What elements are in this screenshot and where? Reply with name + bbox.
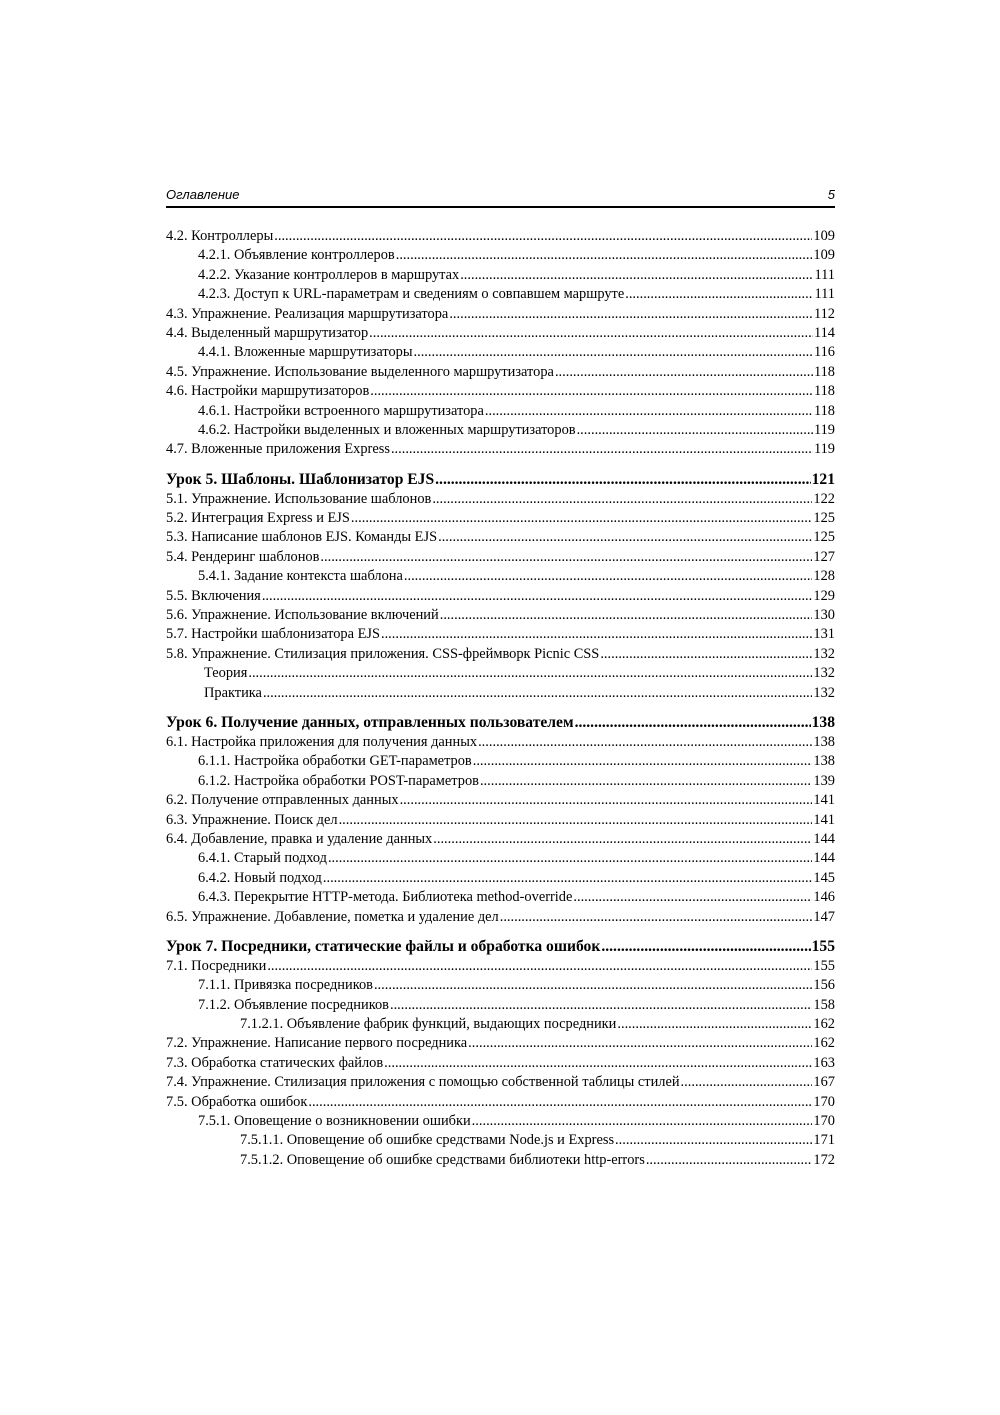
dot-leader: [575, 713, 811, 733]
toc-entry-label: 4.2.1. Объявление контроллеров: [198, 247, 395, 264]
toc-entry-label: 5.2. Интеграция Express и EJS: [166, 510, 350, 527]
dot-leader: [267, 957, 812, 976]
toc-entry[interactable]: [166, 752, 835, 771]
dot-leader: [681, 1073, 813, 1092]
dot-leader: [438, 528, 812, 547]
toc-entry-page: 128: [813, 568, 835, 585]
toc-entry-label: 4.2.3. Доступ к URL-параметрам и сведениям о совпавшем маршруте: [198, 286, 625, 303]
toc-entry-page: 162: [813, 1016, 835, 1033]
toc-entry-label: 6.5. Упражнение. Добавление, пометка и удаление дел: [166, 908, 499, 925]
toc-entry-label: 4.4. Выделенный маршрутизатор: [166, 324, 369, 341]
toc-entry-label: 4.2. Контроллеры: [166, 228, 274, 244]
toc-chapter-entry[interactable]: [166, 713, 835, 733]
toc-entry[interactable]: [166, 830, 835, 849]
toc-entry-label: 7.4. Упражнение. Стилизация приложения с помощью собственной таблицы стилей: [166, 1074, 680, 1091]
toc-entry-page: 138: [813, 753, 835, 770]
toc-entry-label: 4.6.2. Настройки выделенных и вложенных маршрутизаторов: [198, 421, 576, 438]
toc-entry[interactable]: [166, 382, 835, 401]
toc-entry[interactable]: [166, 363, 835, 382]
toc-entry-label: 5.1. Упражнение. Использование шаблонов: [166, 490, 432, 507]
toc-entry[interactable]: [166, 1015, 835, 1034]
toc-entry[interactable]: [166, 733, 835, 752]
toc-entry-page: 162: [813, 1035, 835, 1052]
toc-entry-page: 158: [813, 996, 835, 1013]
toc-entry[interactable]: [166, 664, 835, 683]
toc-entry-page: 156: [813, 977, 835, 994]
dot-leader: [615, 1131, 812, 1150]
dot-leader: [308, 1093, 812, 1112]
toc-entry-page: 132: [813, 645, 835, 662]
toc-entry[interactable]: [166, 528, 835, 547]
dot-leader: [472, 1112, 813, 1131]
dot-leader: [646, 1151, 813, 1170]
toc-entry-page: 121: [811, 470, 835, 488]
toc-entry-page: 167: [813, 1074, 835, 1091]
toc-entry[interactable]: [166, 1131, 835, 1150]
toc-entry-page: 129: [813, 587, 835, 604]
toc-entry-page: 144: [813, 830, 835, 847]
toc-entry-page: 163: [813, 1054, 835, 1071]
toc-entry[interactable]: [166, 266, 835, 285]
toc-entry[interactable]: [166, 509, 835, 528]
toc-entry-label: 7.1.2.1. Объявление фабрик функций, выдающих посредники: [240, 1016, 617, 1033]
dot-leader: [435, 470, 810, 490]
toc-entry-page: 155: [811, 937, 835, 955]
toc-entry-page: 122: [813, 490, 835, 507]
dot-leader: [328, 849, 812, 868]
dot-leader: [478, 733, 812, 752]
dot-leader: [339, 811, 813, 830]
dot-leader: [390, 996, 812, 1015]
toc-entry-label: 5.7. Настройки шаблонизатора EJS: [166, 626, 380, 643]
toc-entry[interactable]: [166, 957, 835, 976]
toc-entry-page: 125: [813, 510, 835, 527]
dot-leader: [248, 664, 812, 683]
toc-entry[interactable]: [166, 343, 835, 362]
toc-entry-label: 4.6. Настройки маршрутизаторов: [166, 383, 370, 400]
dot-leader: [404, 567, 813, 586]
toc-entry-page: 138: [813, 733, 835, 750]
toc-entry[interactable]: [166, 1151, 835, 1170]
toc-entry-page: 111: [814, 286, 835, 303]
dot-leader: [460, 266, 813, 285]
toc-entry-page: 132: [813, 684, 835, 701]
toc-chapter-entry[interactable]: [166, 470, 835, 490]
toc-entry-label: 7.3. Обработка статических файлов: [166, 1054, 384, 1071]
toc-entry-label: 6.4.1. Старый подход: [198, 850, 327, 867]
dot-leader: [432, 490, 812, 509]
toc-entry-label: 4.2.2. Указание контроллеров в маршрутах: [198, 266, 460, 283]
toc-entry-page: 131: [813, 626, 835, 643]
toc-entry-page: 125: [813, 529, 835, 546]
dot-leader: [485, 402, 813, 421]
header-page-number: 5: [827, 187, 835, 202]
toc-entry-page: 130: [813, 607, 835, 624]
dot-leader: [449, 305, 813, 324]
dot-leader: [351, 509, 812, 528]
toc-entry-page: 172: [813, 1151, 835, 1168]
toc-entry-label: Урок 6. Получение данных, отправленных пользователем: [166, 713, 574, 731]
toc-entry[interactable]: [166, 421, 835, 440]
toc-entry-label: 5.6. Упражнение. Использование включений: [166, 607, 439, 624]
toc-entry-page: 171: [813, 1132, 835, 1149]
toc-entry-label: 4.5. Упражнение. Использование выделенного маршрутизатора: [166, 363, 554, 380]
toc-entry-page: 109: [813, 247, 835, 264]
toc-entry-page: 170: [813, 1113, 835, 1130]
dot-leader: [381, 625, 812, 644]
toc-entry[interactable]: [166, 1073, 835, 1092]
toc-entry-label: 4.7. Вложенные приложения Express: [166, 441, 390, 458]
running-header: [166, 186, 835, 208]
toc-entry[interactable]: [166, 1034, 835, 1053]
toc-entry-label: 6.3. Упражнение. Поиск дел: [166, 811, 338, 828]
dot-leader: [400, 791, 813, 810]
toc-entry[interactable]: [166, 548, 835, 567]
toc-entry-page: 116: [813, 344, 835, 361]
toc-entry-page: 119: [813, 441, 835, 458]
toc-entry-label: 7.1. Посредники: [166, 957, 267, 974]
toc-entry[interactable]: [166, 684, 835, 703]
toc-entry-label: 7.5.1.1. Оповещение об ошибке средствами Node.js и Express: [240, 1132, 615, 1149]
dot-leader: [500, 908, 813, 927]
toc-entry[interactable]: [166, 606, 835, 625]
toc-entry-page: 144: [813, 850, 835, 867]
dot-leader: [577, 421, 813, 440]
toc-entry-page: 118: [813, 363, 835, 380]
toc-entry-page: 119: [813, 421, 835, 438]
dot-leader: [468, 1034, 812, 1053]
toc-entry[interactable]: [166, 324, 835, 343]
toc-entry[interactable]: [166, 888, 835, 907]
toc-entry[interactable]: [166, 246, 835, 265]
dot-leader: [370, 382, 813, 401]
toc-entry-label: 7.1.2. Объявление посредников: [198, 996, 389, 1013]
dot-leader: [369, 324, 813, 343]
table-of-contents: [166, 227, 835, 1170]
dot-leader: [374, 976, 812, 995]
dot-leader: [440, 606, 813, 625]
toc-entry-label: Урок 5. Шаблоны. Шаблонизатор EJS: [166, 470, 435, 488]
toc-entry-label: 5.3. Написание шаблонов EJS. Команды EJS: [166, 529, 438, 546]
toc-entry-page: 138: [811, 713, 835, 731]
toc-entry-page: 118: [813, 383, 835, 400]
toc-entry-page: 111: [814, 266, 835, 283]
dot-leader: [573, 888, 812, 907]
toc-entry-label: Урок 7. Посредники, статические файлы и обработка ошибок: [166, 937, 601, 955]
dot-leader: [396, 246, 813, 265]
toc-entry-label: 6.1.2. Настройка обработки POST-параметров: [198, 772, 479, 789]
dot-leader: [617, 1015, 812, 1034]
toc-entry[interactable]: [166, 402, 835, 421]
toc-entry-page: 112: [813, 305, 835, 322]
dot-leader: [625, 285, 813, 304]
toc-entry[interactable]: [166, 285, 835, 304]
dot-leader: [555, 363, 813, 382]
toc-entry-label: 5.5. Включения: [166, 587, 261, 604]
toc-entry[interactable]: [166, 587, 835, 606]
dot-leader: [323, 869, 813, 888]
toc-entry-label: 4.3. Упражнение. Реализация маршрутизатора: [166, 305, 449, 322]
toc-entry-label: 4.4.1. Вложенные маршрутизаторы: [198, 344, 413, 361]
toc-entry-label: 5.8. Упражнение. Стилизация приложения. CSS-фреймворк Picnic CSS: [166, 645, 600, 662]
dot-leader: [480, 772, 812, 791]
toc-entry-page: 118: [813, 402, 835, 419]
toc-entry[interactable]: [166, 1093, 835, 1112]
toc-entry[interactable]: [166, 1054, 835, 1073]
toc-entry[interactable]: [166, 908, 835, 927]
dot-leader: [274, 227, 812, 246]
toc-entry-label: Практика: [204, 684, 262, 701]
toc-entry[interactable]: [166, 869, 835, 888]
toc-entry-label: 4.6.1. Настройки встроенного маршрутизатора: [198, 402, 484, 419]
dot-leader: [262, 587, 813, 606]
toc-entry[interactable]: [166, 791, 835, 810]
toc-entry[interactable]: [166, 811, 835, 830]
header-title: Оглавление: [166, 187, 240, 202]
toc-entry[interactable]: [166, 772, 835, 791]
dot-leader: [391, 440, 813, 459]
toc-entry-page: 114: [813, 324, 835, 341]
toc-entry[interactable]: [166, 227, 835, 246]
toc-entry-label: 7.5.1.2. Оповещение об ошибке средствами библиотеки http-errors: [240, 1151, 645, 1168]
dot-leader: [263, 684, 812, 703]
toc-entry-label: 6.4.3. Перекрытие HTTP-метода. Библиотека method-override: [198, 889, 573, 906]
toc-entry[interactable]: [166, 625, 835, 644]
toc-entry[interactable]: [166, 996, 835, 1015]
toc-entry[interactable]: [166, 645, 835, 664]
toc-entry-page: 141: [813, 792, 835, 809]
dot-leader: [384, 1054, 812, 1073]
toc-entry[interactable]: [166, 440, 835, 459]
toc-entry[interactable]: [166, 976, 835, 995]
toc-entry-page: 155: [813, 957, 835, 974]
toc-entry-label: 6.1. Настройка приложения для получения данных: [166, 733, 478, 750]
toc-entry-label: 5.4. Рендеринг шаблонов: [166, 548, 320, 565]
dot-leader: [320, 548, 812, 567]
toc-entry[interactable]: [166, 849, 835, 868]
toc-entry-label: 5.4.1. Задание контекста шаблона: [198, 568, 403, 585]
dot-leader: [601, 937, 810, 957]
toc-entry-label: 7.5.1. Оповещение о возникновении ошибки: [198, 1113, 471, 1130]
dot-leader: [433, 830, 812, 849]
toc-entry[interactable]: [166, 1112, 835, 1131]
toc-entry-page: 146: [813, 889, 835, 906]
toc-entry[interactable]: [166, 567, 835, 586]
toc-entry-page: 127: [813, 548, 835, 565]
dot-leader: [473, 752, 813, 771]
toc-chapter-entry[interactable]: [166, 937, 835, 957]
dot-leader: [414, 343, 813, 362]
toc-entry-page: 145: [813, 869, 835, 886]
toc-entry-label: 7.1.1. Привязка посредников: [198, 977, 373, 994]
toc-entry-page: 139: [813, 772, 835, 789]
toc-entry[interactable]: [166, 490, 835, 509]
toc-entry-page: 109: [813, 228, 835, 244]
toc-entry-label: 6.1.1. Настройка обработки GET-параметров: [198, 753, 472, 770]
dot-leader: [600, 645, 812, 664]
toc-entry-label: 6.2. Получение отправленных данных: [166, 792, 399, 809]
toc-entry-page: 132: [813, 665, 835, 682]
toc-entry-page: 141: [813, 811, 835, 828]
toc-entry-label: 6.4. Добавление, правка и удаление данных: [166, 830, 433, 847]
toc-entry-label: Теория: [204, 665, 248, 682]
toc-entry-label: 7.2. Упражнение. Написание первого посредника: [166, 1035, 468, 1052]
toc-entry-label: 7.5. Обработка ошибок: [166, 1093, 308, 1110]
toc-entry[interactable]: [166, 305, 835, 324]
toc-entry-page: 147: [813, 908, 835, 925]
toc-entry-label: 6.4.2. Новый подход: [198, 869, 322, 886]
toc-entry-page: 170: [813, 1093, 835, 1110]
